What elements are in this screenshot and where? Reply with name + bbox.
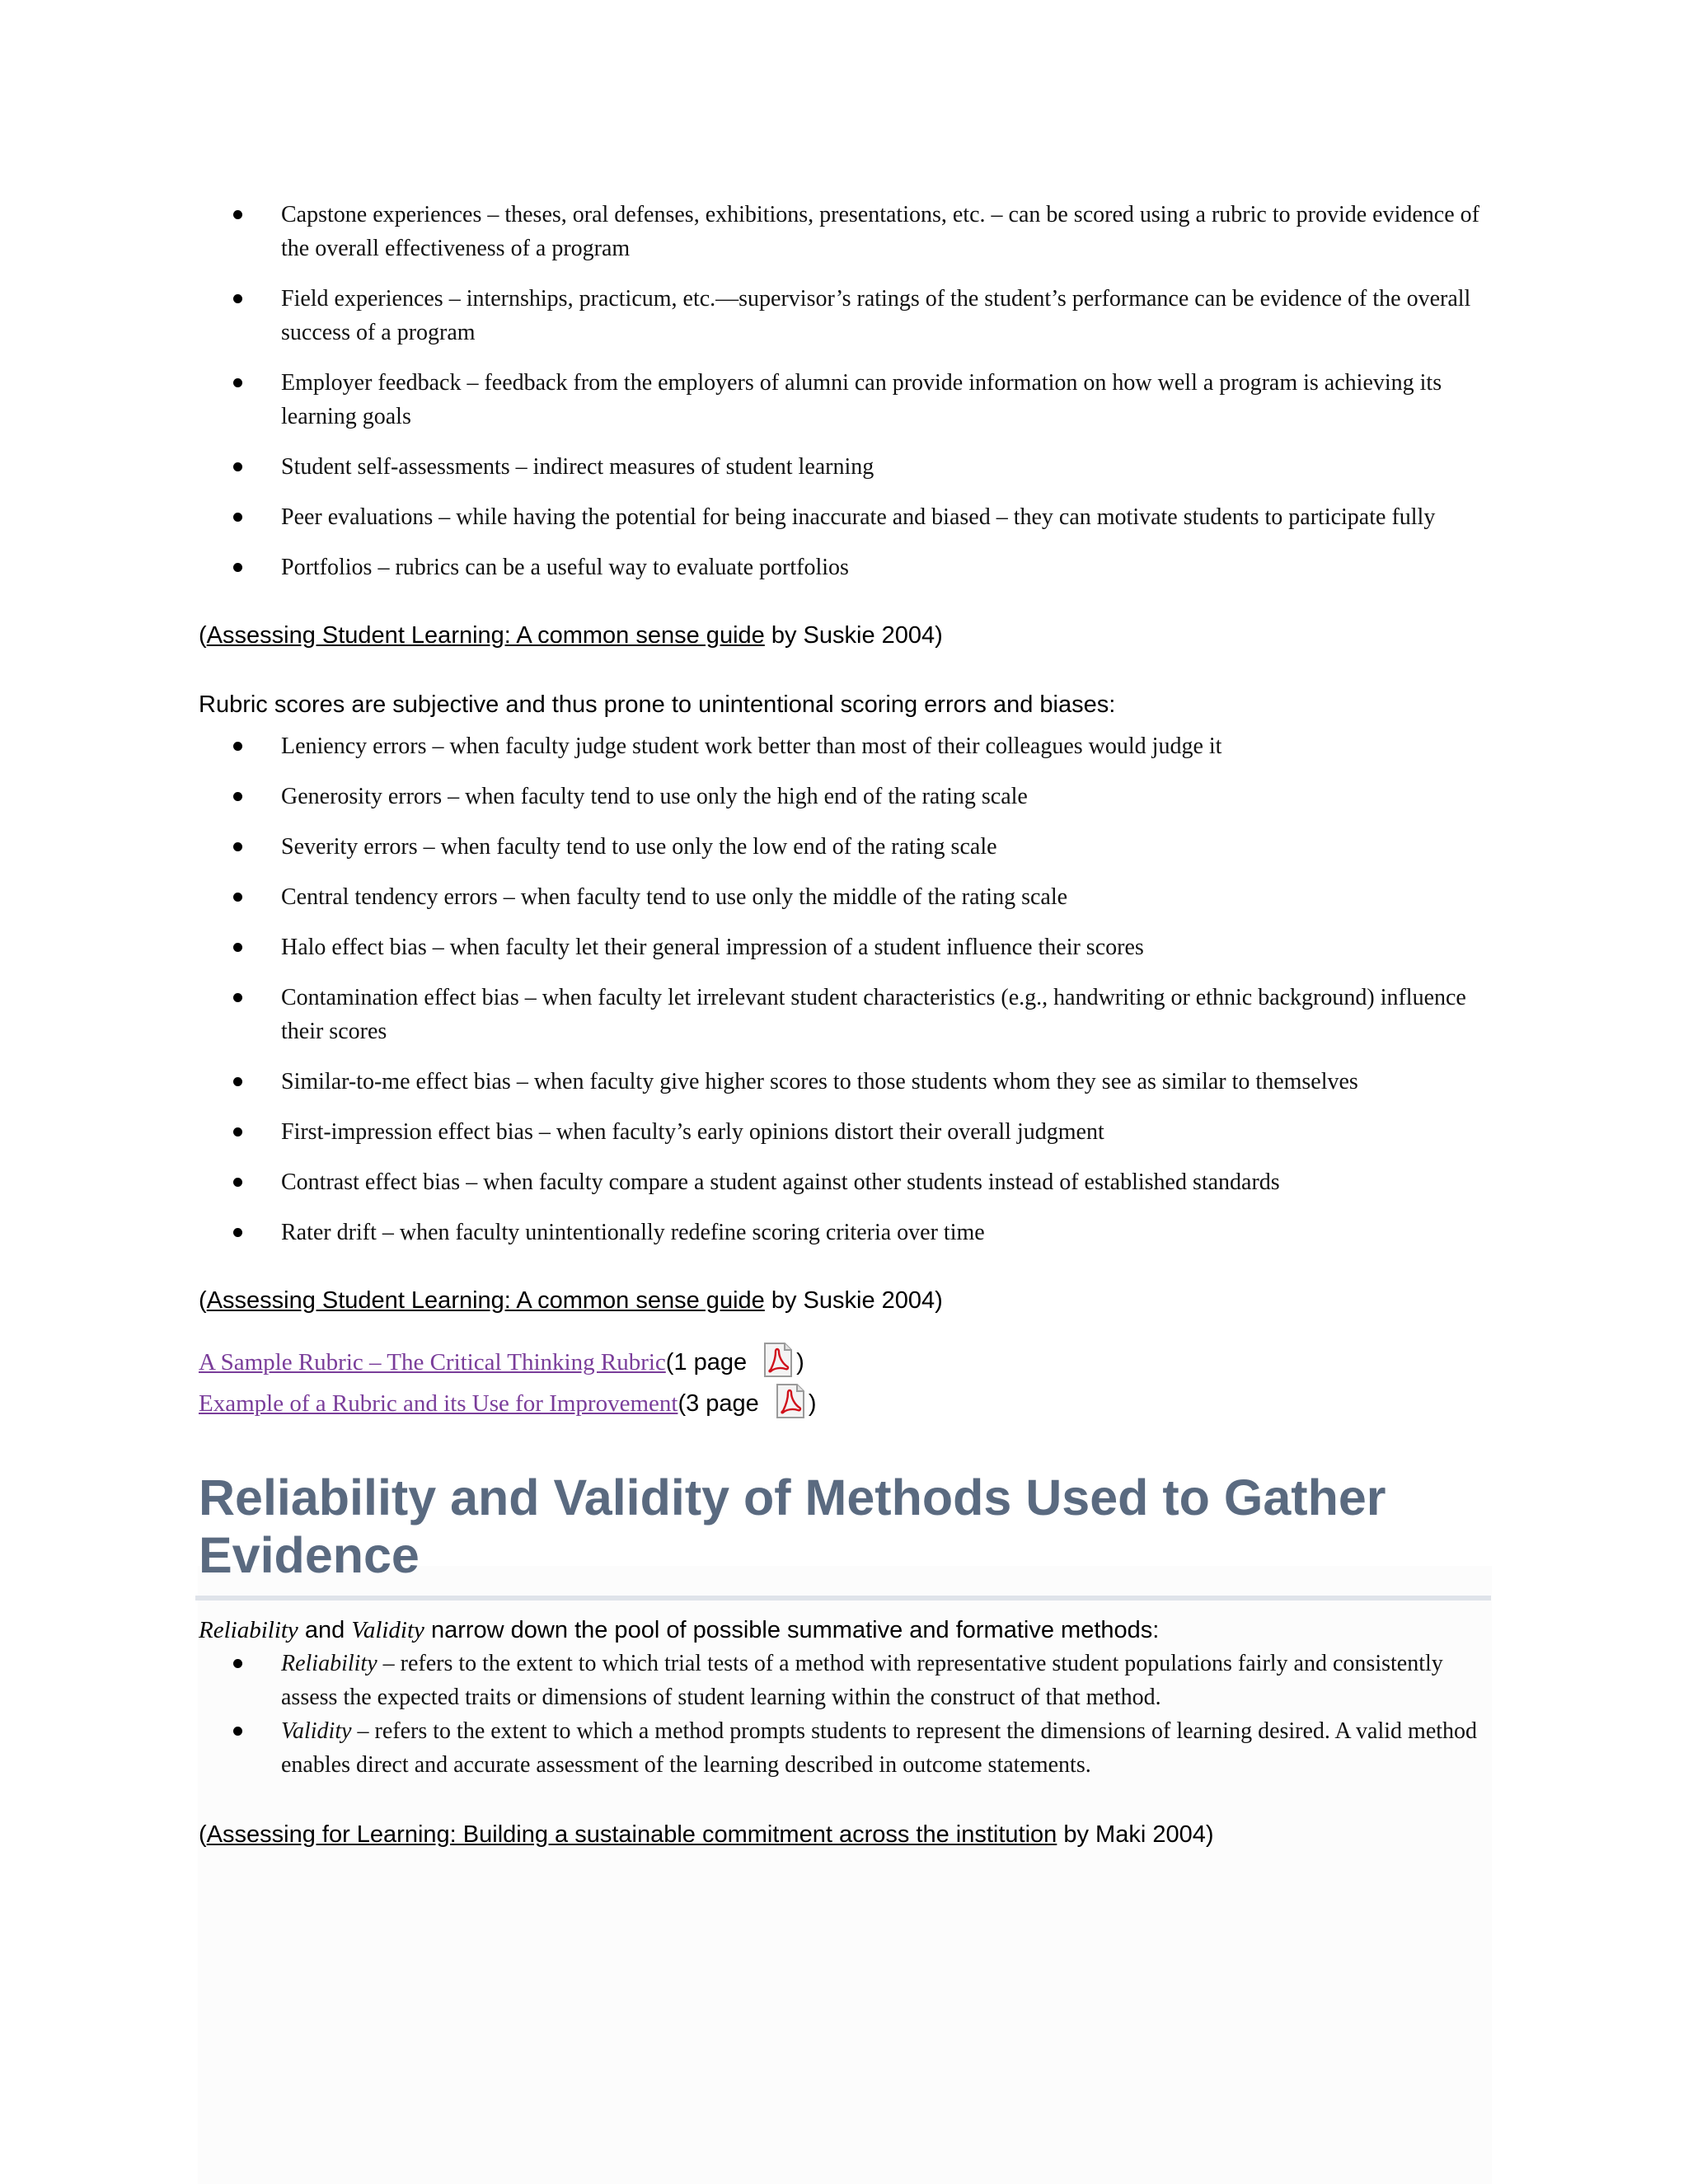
citation-open: ( [199,622,207,649]
bullet-icon [233,943,242,952]
list-item-term: Reliability [281,1651,377,1676]
list-item [199,198,1501,265]
page-count-close: ) [808,1390,817,1417]
list-item-text: Generosity errors – when faculty tend to use only the high end of the rating scale [281,784,1028,809]
bullet-icon [233,993,242,1002]
list-item [199,729,1501,763]
reliability-validity-list [199,1647,1501,1782]
citation-title: Assessing Student Learning: A common sense guide [206,1287,765,1314]
list-item [199,551,1501,584]
section-heading: Reliability and Validity of Methods Used to Gather Evidence [199,1469,1386,1583]
list-item [199,450,1501,484]
page-count-close: ) [796,1349,804,1376]
citation [199,1818,1501,1851]
list-item-text: – refers to the extent to which trial tests of a method with representative student populations fairly and consistently assess the expected traits or dimensions of student learning within the construct of that method. [281,1651,1443,1710]
citation-title: Assessing for Learning: Building a sustainable commitment across the institution [206,1821,1057,1848]
list-item [199,366,1501,434]
list-item-text: Contamination effect bias – when faculty let irrelevant student characteristics (e.g., handwriting or ethnic background) influence their scores [281,985,1466,1044]
assessment-methods-list [199,198,1501,584]
citation [199,619,1501,652]
citation-title: Assessing Student Learning: A common sense guide [206,622,765,649]
citation-open: ( [199,1287,207,1314]
list-item-text: Portfolios – rubrics can be a useful way to evaluate portfolios [281,555,849,580]
list-item-text: First-impression effect bias – when faculty’s early opinions distort their overall judgment [281,1119,1104,1145]
list-item [199,1714,1501,1782]
list-item [199,830,1501,864]
intro-and: and [298,1617,352,1643]
bullet-icon [233,1178,242,1187]
list-item [199,1065,1501,1099]
list-item [199,981,1501,1048]
bullet-icon [233,1127,242,1137]
bullet-icon [233,1727,242,1736]
pdf-icon[interactable] [762,1342,795,1378]
list-item [199,500,1501,534]
list-item [199,880,1501,914]
citation-rest: by Suskie 2004) [764,622,943,649]
list-item-text: Contrast effect bias – when faculty compare a student against other students instead of established standards [281,1169,1280,1195]
rubric-link-row [199,1383,1501,1424]
heading-rule [195,1596,1491,1601]
bullet-icon [233,792,242,801]
rubric-link-row [199,1342,1501,1383]
scoring-errors-list [199,729,1501,1249]
list-item-text: Employer feedback – feedback from the employers of alumni can provide information on how well a program is achieving its learning goals [281,370,1442,429]
citation-rest: by Suskie 2004) [764,1287,943,1314]
bullet-icon [233,462,242,471]
rubric-improvement-example-link[interactable]: Example of a Rubric and its Use for Improvement [199,1390,678,1417]
pdf-icon[interactable] [774,1383,807,1419]
list-item-text: Leniency errors – when faculty judge student work better than most of their colleagues would judge it [281,733,1222,759]
document-content [199,198,1501,1851]
list-item-text: Similar-to-me effect bias – when faculty give higher scores to those students whom they see as similar to themselves [281,1069,1358,1094]
bullet-icon [233,513,242,522]
list-item [199,1165,1501,1199]
bullet-icon [233,1228,242,1237]
bullet-icon [233,1659,242,1668]
bullet-icon [233,378,242,387]
bullet-icon [233,563,242,572]
list-item [199,780,1501,813]
list-item [199,930,1501,964]
citation-open: ( [199,1821,207,1848]
list-item [199,1647,1501,1714]
page-count: (1 page [665,1349,748,1376]
list-item-text: – refers to the extent to which a method prompts students to represent the dimensions of learning desired. A valid method enables direct and accurate assessment of the learning described in outcome statements. [281,1718,1478,1778]
errors-intro: Rubric scores are subjective and thus prone to unintentional scoring errors and biases: [199,691,1116,718]
list-item-text: Severity errors – when faculty tend to use only the low end of the rating scale [281,834,997,860]
term-reliability: Reliability [199,1617,298,1643]
list-item-text: Halo effect bias – when faculty let their general impression of a student influence their scores [281,935,1144,960]
list-item [199,282,1501,349]
bullet-icon [233,742,242,751]
list-item-text: Peer evaluations – while having the potential for being inaccurate and biased – they can motivate students to participate fully [281,504,1436,530]
list-item-text: Capstone experiences – theses, oral defenses, exhibitions, presentations, etc. – can be scored using a rubric to provide evidence of the overall effectiveness of a program [281,202,1479,261]
bullet-icon [233,210,242,219]
bullet-icon [233,893,242,902]
bullet-icon [233,1077,242,1086]
reliability-validity-intro [199,1614,1501,1647]
list-item-text: Field experiences – internships, practicum, etc.—supervisor’s ratings of the student’s performance can be evidence of the overall success of a program [281,286,1471,345]
list-item [199,1115,1501,1149]
critical-thinking-rubric-link[interactable]: A Sample Rubric – The Critical Thinking Rubric [199,1349,666,1376]
term-validity: Validity [351,1617,424,1643]
bullet-icon [233,294,242,303]
page-count: (3 page [678,1390,759,1417]
list-item-text: Rater drift – when faculty unintentionally redefine scoring criteria over time [281,1220,985,1245]
list-item [199,1216,1501,1249]
list-item-term: Validity [281,1718,352,1744]
rubric-links [199,1342,1501,1424]
list-item-text: Student self-assessments – indirect measures of student learning [281,454,874,480]
bullet-icon [233,842,242,851]
intro-rest: narrow down the pool of possible summative and formative methods: [424,1617,1160,1643]
list-item-text: Central tendency errors – when faculty tend to use only the middle of the rating scale [281,884,1068,910]
citation-rest: by Maki 2004) [1057,1821,1214,1848]
citation [199,1284,1501,1317]
